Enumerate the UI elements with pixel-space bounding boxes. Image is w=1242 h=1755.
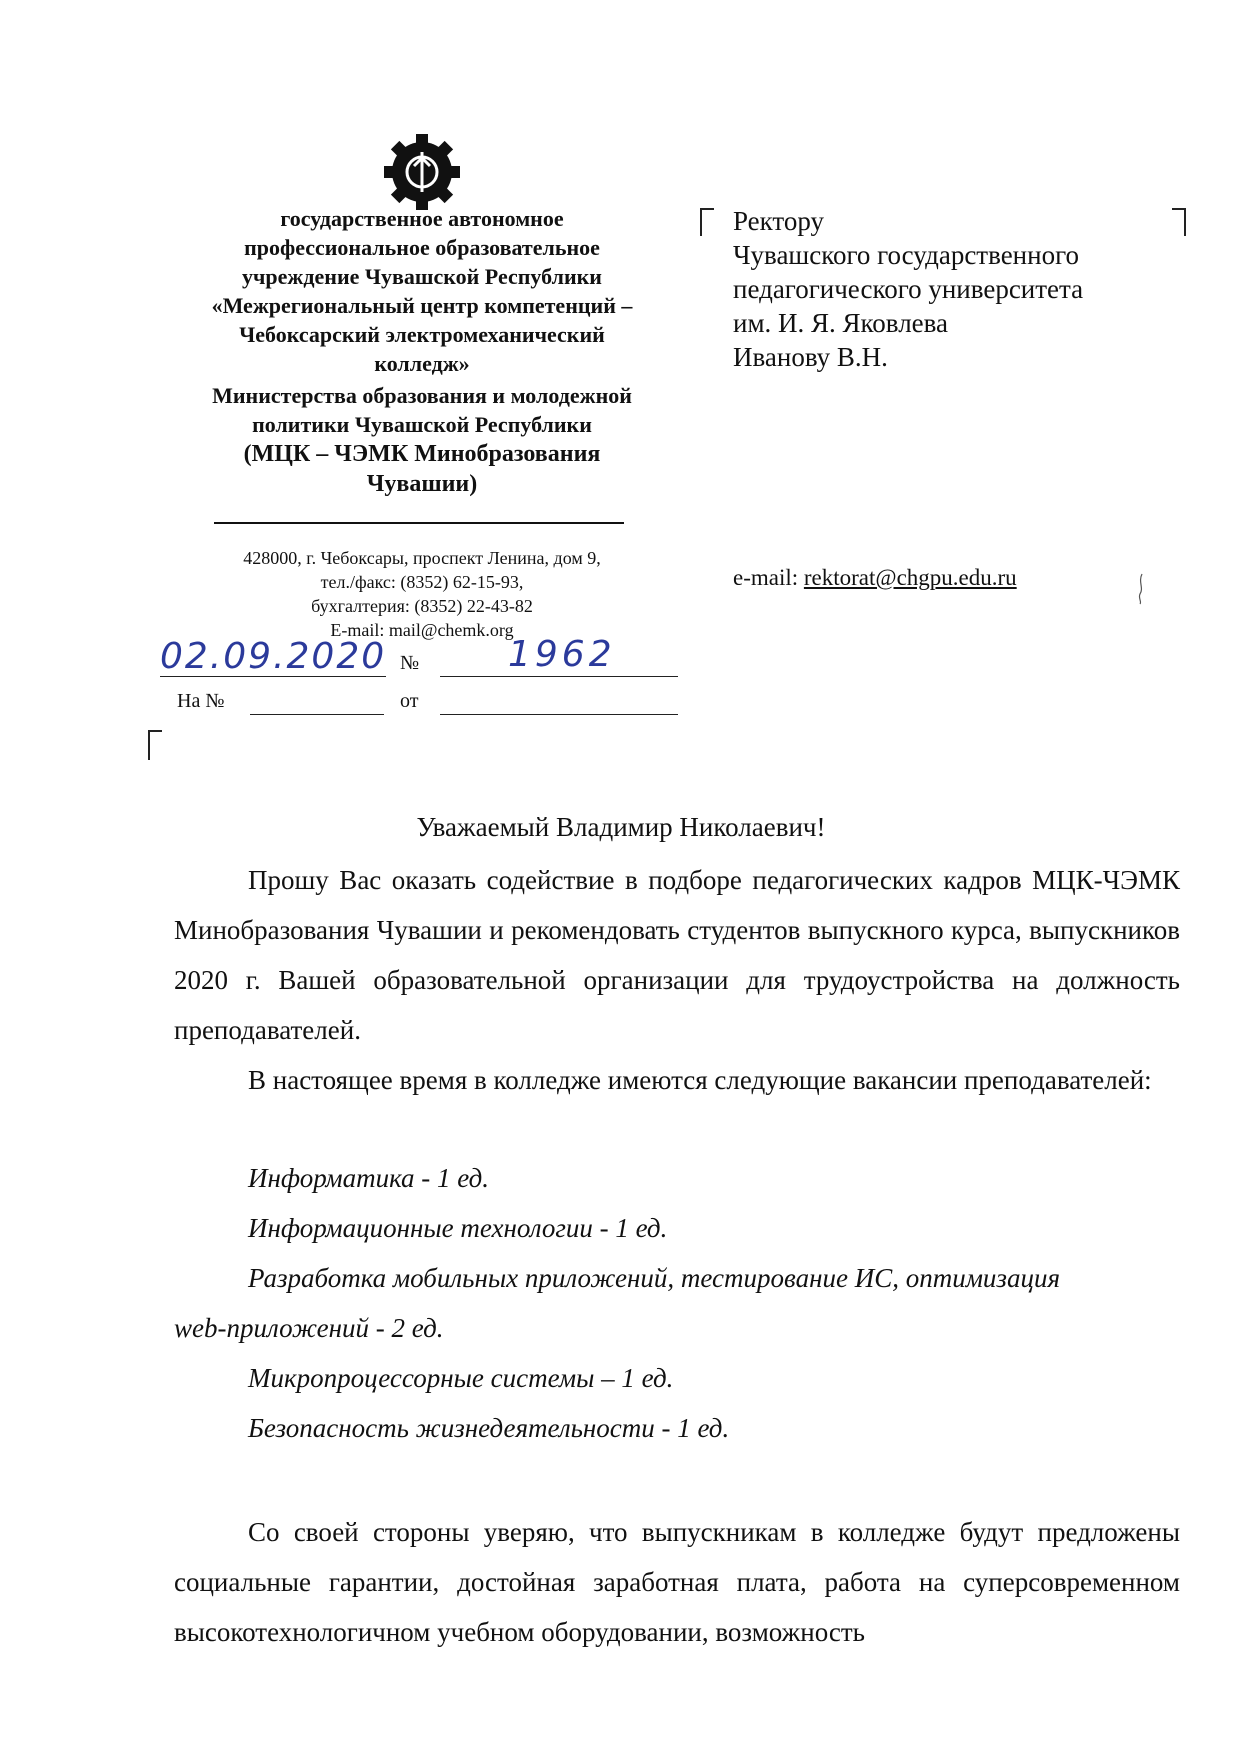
reference-number-underline: [250, 714, 384, 715]
letterhead-line: учреждение Чувашской Республики: [242, 264, 602, 289]
vacancy-item: Безопасность жизнедеятельности - 1 ед.: [248, 1413, 730, 1443]
recipient-line: Ректору: [733, 206, 824, 236]
email-label: e-mail:: [733, 565, 799, 590]
letterhead-line: профессиональное образовательное: [244, 235, 600, 260]
letterhead-line: Чувашии): [366, 471, 478, 497]
outgoing-date: 02.09.2020: [160, 636, 387, 677]
recipient-email-link[interactable]: rektorat@chgpu.edu.ru: [803, 565, 1017, 590]
date-underline: [160, 676, 386, 677]
letterhead-line: колледж»: [374, 351, 470, 376]
vacancy-item: web-приложений - 2 ед.: [174, 1313, 444, 1343]
outgoing-number: 1962: [508, 634, 616, 675]
letterhead-line: политики Чувашской Республики: [252, 412, 592, 437]
letterhead-line: (МЦК – ЧЭМК Минобразования: [243, 441, 601, 467]
reference-date-underline: [440, 714, 678, 715]
vacancy-item: Разработка мобильных приложений, тестирование ИС, оптимизация: [248, 1263, 1061, 1293]
body-corner-mark: [148, 730, 162, 760]
reference-number-label: На №: [177, 690, 225, 712]
reference-date-label: от: [400, 690, 419, 712]
recipient-line: Чувашского государственного: [733, 240, 1079, 270]
address-line: бухгалтерия: (8352) 22-43-82: [311, 596, 533, 616]
recipient-corner-mark: [700, 208, 714, 236]
recipient-line: им. И. Я. Яковлева: [733, 308, 949, 338]
recipient-email-row: [733, 565, 1017, 591]
vacancy-item: Информатика - 1 ед.: [248, 1163, 490, 1193]
letterhead-line: Министерства образования и молодежной: [212, 383, 632, 408]
paragraph-guarantees: Со своей стороны уверяю, что выпускникам в колледже будут предложены социальные гарантии, достойная заработная плата, работа на суперсовременном высокотехнологичном учебном оборудовании, возможность: [174, 1517, 1180, 1647]
salutation: Уважаемый Владимир Николаевич!: [416, 812, 826, 842]
margin-pen-mark: [1134, 572, 1148, 606]
recipient-corner-mark: [1172, 208, 1186, 236]
college-emblem-icon: [380, 130, 464, 214]
paragraph-vacancies-intro: В настоящее время в колледже имеются следующие вакансии преподавателей:: [248, 1065, 1152, 1095]
letterhead-line: государственное автономное: [280, 206, 564, 231]
recipient-line: Иванову В.Н.: [733, 342, 888, 372]
number-underline: [440, 676, 678, 677]
paragraph-request: Прошу Вас оказать содействие в подборе педагогических кадров МЦК-ЧЭМК Минобразования Чувашии и рекомендовать студентов выпускного курса, выпускников 2020 г. Вашей образовательной организации для трудоустройства на должность преподавателей.: [174, 865, 1180, 1045]
address-line: E-mail: mail@chemk.org: [330, 620, 514, 640]
letterhead-divider: [214, 522, 624, 524]
vacancy-item: Микропроцессорные системы – 1 ед.: [248, 1363, 674, 1393]
number-label: №: [400, 652, 420, 674]
address-line: тел./факс: (8352) 62-15-93,: [320, 572, 524, 592]
letterhead-line: Чебоксарский электромеханический: [239, 322, 605, 347]
recipient-line: педагогического университета: [733, 274, 1084, 304]
vacancy-item: Информационные технологии - 1 ед.: [248, 1213, 668, 1243]
address-line: 428000, г. Чебоксары, проспект Ленина, дом 9,: [243, 548, 601, 568]
letterhead-line: «Межрегиональный центр компетенций –: [211, 293, 633, 318]
